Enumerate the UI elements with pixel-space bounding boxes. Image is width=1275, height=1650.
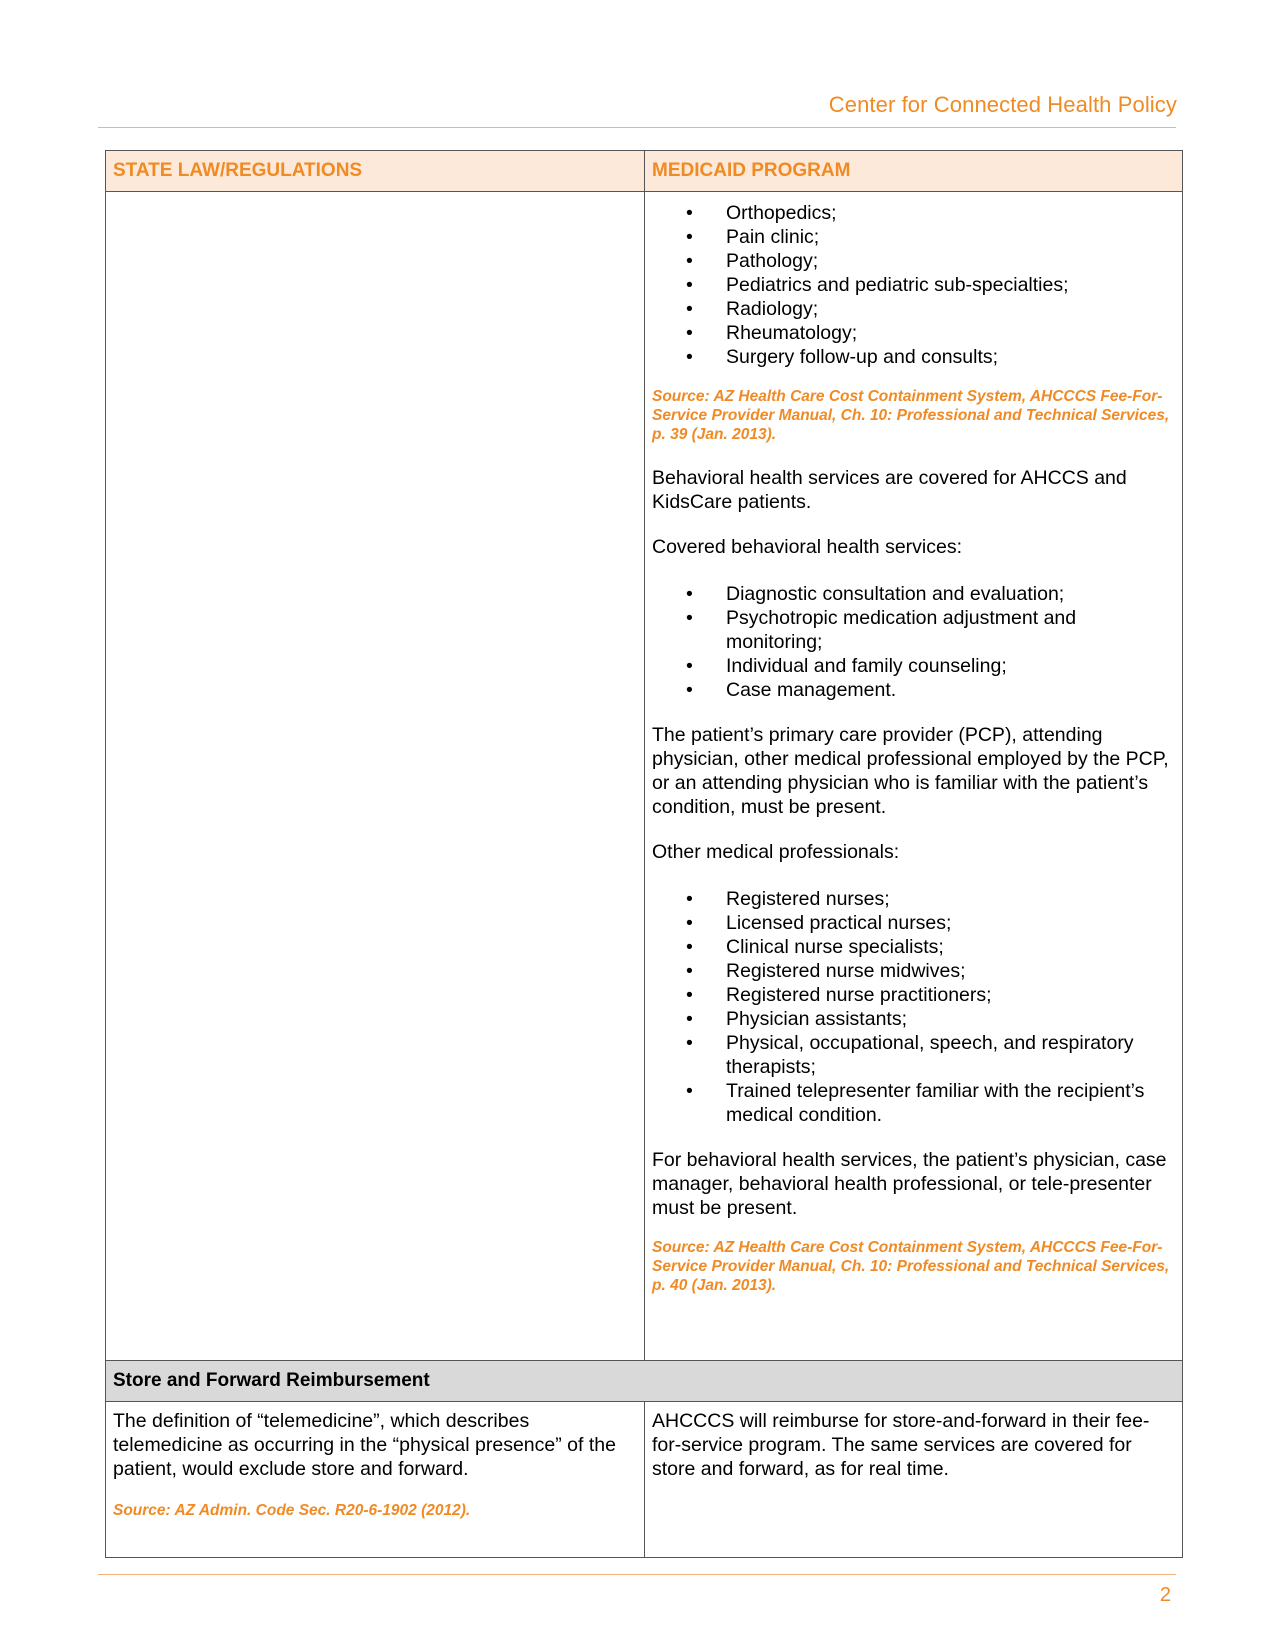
list-item: • Orthopedics; <box>652 201 1175 225</box>
page-number: 2 <box>1159 1584 1171 1606</box>
pcp-presence-text: The patient’s primary care provider (PCP), attending physician, other medical professional employed by the PCP, or an attending physician who is familiar with the patient’s condition, must be present. <box>652 724 1169 818</box>
list-item: • Registered nurses; <box>652 887 1175 911</box>
footer-rule <box>98 1574 1176 1575</box>
behavioral-heading-text: Covered behavioral health services: <box>652 536 963 558</box>
specialties-list <box>652 201 1175 369</box>
table-header-row <box>106 151 1182 192</box>
list-item: • Physical, occupational, speech, and respiratory therapists; <box>652 1031 1175 1079</box>
medicaid-cell <box>645 192 1182 1360</box>
list-item: • Rheumatology; <box>652 321 1175 345</box>
list-item: • Pathology; <box>652 249 1175 273</box>
policy-table <box>105 150 1183 1558</box>
list-item: • Diagnostic consultation and evaluation; <box>652 582 1175 606</box>
behavioral-intro-text: Behavioral health services are covered for AHCCS and KidsCare patients. <box>652 467 1127 513</box>
state-law-column-header: STATE LAW/REGULATIONS <box>106 151 645 191</box>
list-item: • Pediatrics and pediatric sub-specialties; <box>652 273 1175 297</box>
list-item: • Clinical nurse specialists; <box>652 935 1175 959</box>
store-forward-law-text: The definition of “telemedicine”, which describes telemedicine as occurring in the “physical presence” of the patient, would exclude store and forward. <box>113 1410 616 1480</box>
other-professionals-heading: Other medical professionals: <box>652 841 900 863</box>
list-item: • Pain clinic; <box>652 225 1175 249</box>
list-item: • Case management. <box>652 678 1175 702</box>
source-citation: Source: AZ Health Care Cost Containment System, AHCCCS Fee-For- Service Provider Manual, Ch. 10: Professional and Technical Services, p. 39 (Jan. 2013). <box>652 388 1170 443</box>
table-row <box>106 1402 1182 1557</box>
list-item: • Radiology; <box>652 297 1175 321</box>
medicaid-cell <box>645 1402 1182 1557</box>
section-header-store-and-forward: Store and Forward Reimbursement <box>106 1361 1182 1402</box>
org-title: Center for Connected Health Policy <box>828 92 1177 117</box>
list-item: • Licensed practical nurses; <box>652 911 1175 935</box>
behavioral-services-list <box>652 582 1175 702</box>
list-item: • Registered nurse midwives; <box>652 959 1175 983</box>
list-item: • Individual and family counseling; <box>652 654 1175 678</box>
other-professionals-list <box>652 887 1175 1127</box>
list-item: • Physician assistants; <box>652 1007 1175 1031</box>
store-forward-medicaid-text: AHCCCS will reimburse for store-and-forward in their fee-for-service program. The same services are covered for store and forward, as for real time. <box>652 1410 1150 1480</box>
source-citation: Source: AZ Health Care Cost Containment System, AHCCCS Fee-For- Service Provider Manual, Ch. 10: Professional and Technical Services, p. 40 (Jan. 2013). <box>652 1239 1170 1294</box>
state-law-cell <box>106 1402 645 1557</box>
header-rule <box>98 127 1176 128</box>
list-item: • Psychotropic medication adjustment and monitoring; <box>652 606 1175 654</box>
table-row <box>106 192 1182 1361</box>
behavioral-presence-text: For behavioral health services, the patient’s physician, case manager, behavioral health professional, or tele-presenter must be present. <box>652 1149 1167 1219</box>
list-item: • Surgery follow-up and consults; <box>652 345 1175 369</box>
list-item: • Trained telepresenter familiar with the recipient’s medical condition. <box>652 1079 1175 1127</box>
state-law-cell-empty <box>106 192 645 1360</box>
medicaid-column-header: MEDICAID PROGRAM <box>652 160 851 181</box>
source-citation: Source: AZ Admin. Code Sec. R20-6-1902 (2012). <box>113 1502 471 1519</box>
list-item: • Registered nurse practitioners; <box>652 983 1175 1007</box>
